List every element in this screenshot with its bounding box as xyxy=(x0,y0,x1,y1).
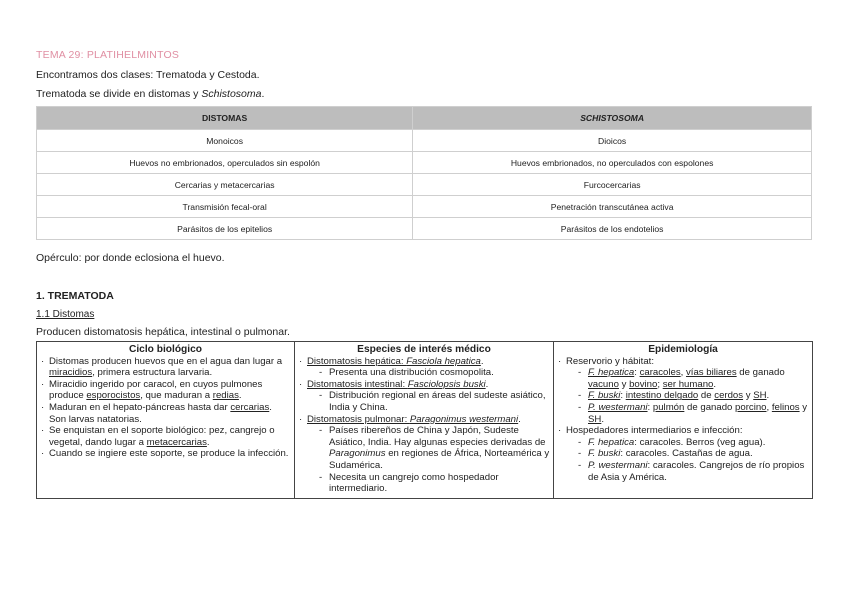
text: Países ribereños de China y Japón, Sudeste Asiático, India. Hay algunas especies derivadas de xyxy=(329,425,546,448)
species-name: Paragonimus westermani xyxy=(409,413,519,425)
list-item xyxy=(40,425,291,448)
table-cell: Transmisión fecal-oral xyxy=(37,196,413,218)
list-item xyxy=(319,367,550,379)
list-item xyxy=(557,425,809,483)
text: : caracoles. Berros (veg agua). xyxy=(634,436,766,448)
species-name: F. hepatica xyxy=(588,367,635,379)
col-title: Epidemiología xyxy=(648,344,718,355)
list-item xyxy=(578,448,809,460)
sub-list xyxy=(307,390,550,413)
list-item xyxy=(298,379,550,414)
term: cerdos xyxy=(714,390,744,402)
text: de xyxy=(698,390,715,402)
intro-line-2-end: . xyxy=(261,88,265,100)
comparison-header-schistosoma: SCHISTOSOMA xyxy=(413,107,812,130)
list-item xyxy=(319,472,550,495)
text: Se enquistan en el soporte biológico: pez, cangrejo o vegetal, dando lugar a xyxy=(49,425,275,448)
table-row xyxy=(37,152,812,174)
col-epidemiologia xyxy=(554,342,813,499)
text: : caracoles. Cangrejos de río propios de Asia y América. xyxy=(588,459,805,483)
text: . xyxy=(480,355,484,367)
sub-list xyxy=(307,425,550,495)
list-item xyxy=(40,448,291,460)
text: . xyxy=(485,378,489,390)
section-heading: 1. TREMATODA xyxy=(36,290,114,302)
comparison-table xyxy=(36,106,812,240)
intro-line-2 xyxy=(36,88,264,100)
page-title: TEMA 29: PLATIHELMINTOS xyxy=(36,49,180,61)
table-row xyxy=(37,196,812,218)
term: cercarias xyxy=(230,401,270,413)
text: : caracoles. Castañas de agua. xyxy=(620,448,753,460)
genus-name: Paragonimus xyxy=(329,448,386,460)
term: Distomatosis hepática: xyxy=(307,355,407,367)
table-row xyxy=(37,218,812,240)
term: porcino xyxy=(735,401,767,413)
operculum-note: Opérculo: por donde eclosiona el huevo. xyxy=(36,252,225,264)
sub-list xyxy=(566,437,809,483)
intro-line-1: Encontramos dos clases: Trematoda y Cestoda. xyxy=(36,69,260,81)
list-item xyxy=(578,367,809,390)
text: Presenta una distribución cosmopolita. xyxy=(329,367,494,379)
species-name: F. buski xyxy=(588,390,621,402)
text: y xyxy=(618,378,630,390)
text: . xyxy=(206,436,210,448)
table-cell: Parásitos de los epitelios xyxy=(37,218,413,240)
text: . Son larvas natatorias. xyxy=(49,401,272,425)
term: intestino delgado xyxy=(625,390,699,402)
table-cell: Furcocercarias xyxy=(413,174,812,196)
text: : xyxy=(620,390,626,402)
text: en regiones de África, Norteamérica y Sudamérica. xyxy=(329,448,550,471)
list-item xyxy=(40,379,291,402)
text: Distomas producen huevos que en el agua dan lugar a xyxy=(49,355,283,367)
text: Necesita un cangrejo como hospedador intermediario. xyxy=(329,471,499,495)
text: de ganado xyxy=(684,401,736,413)
term: redias xyxy=(212,390,239,402)
term: caracoles xyxy=(639,367,681,379)
text: , que maduran a xyxy=(140,390,213,402)
list-item xyxy=(578,390,809,402)
table-row xyxy=(37,174,812,196)
text: Distribución regional en áreas del sudeste asiático, India y China. xyxy=(329,390,546,413)
intro-line-2-text: Trematoda se divide en distomas y xyxy=(36,88,202,100)
details-table xyxy=(36,341,813,499)
text: . xyxy=(601,413,604,425)
list-item xyxy=(557,356,809,426)
list-item xyxy=(298,356,550,379)
term: ser humano xyxy=(662,378,714,390)
text: Reservorio y hábitat: xyxy=(566,355,654,367)
col-title: Ciclo biológico xyxy=(128,344,202,355)
term: esporocistos xyxy=(86,390,141,402)
table-cell: Dioicos xyxy=(413,130,812,152)
col-ciclo-biologico xyxy=(37,342,295,499)
bullet-list xyxy=(298,356,550,495)
term: SH xyxy=(588,413,602,425)
table-cell: Huevos no embrionados, operculados sin espolón xyxy=(37,152,413,174)
text: Miracidio ingerido por caracol, en cuyos pulmones produce xyxy=(49,378,263,402)
term: vacuno xyxy=(588,378,619,390)
text: . xyxy=(238,390,242,402)
text: y xyxy=(799,401,808,413)
term: SH xyxy=(753,390,767,402)
text: , primera estructura larvaria. xyxy=(92,367,213,379)
table-cell: Cercarias y metacercarias xyxy=(37,174,413,196)
list-item xyxy=(578,437,809,449)
text: : xyxy=(634,367,640,379)
comparison-header-row xyxy=(37,107,812,130)
text: y xyxy=(743,390,754,402)
sub-list xyxy=(307,367,550,379)
term: Distomatosis pulmonar: xyxy=(307,413,410,425)
text: , xyxy=(680,367,686,379)
text: , xyxy=(766,401,772,413)
species-name: F. buski xyxy=(588,448,621,460)
table-cell: Parásitos de los endotelios xyxy=(413,218,812,240)
species-name: F. hepatica xyxy=(588,436,635,448)
text: Cuando se ingiere este soporte, se produce la infección. xyxy=(49,448,289,460)
bullet-list xyxy=(557,356,809,484)
text: Maduran en el hepato-páncreas hasta dar xyxy=(49,401,231,413)
species-name: P. westermani xyxy=(588,459,648,471)
term: metacercarias xyxy=(146,436,207,448)
text: . xyxy=(713,378,717,390)
term: Distomatosis intestinal: xyxy=(307,378,408,390)
table-cell: Penetración transcutánea activa xyxy=(413,196,812,218)
table-cell: Huevos embrionados, no operculados con espolones xyxy=(413,152,812,174)
term: vías biliares xyxy=(685,367,737,379)
subsection-heading: 1.1 Distomas xyxy=(36,309,95,320)
term: bovino xyxy=(629,378,658,390)
subsection-intro: Producen distomatosis hepática, intestinal o pulmonar. xyxy=(36,326,290,338)
term: pulmón xyxy=(652,401,685,413)
text: Hospedadores intermediarios e infección: xyxy=(566,425,743,437)
list-item xyxy=(319,425,550,471)
text: ; xyxy=(657,378,663,390)
list-item xyxy=(319,390,550,413)
bullet-list xyxy=(40,356,291,460)
list-item xyxy=(298,414,550,495)
list-item xyxy=(40,402,291,425)
term: felinos xyxy=(771,401,800,413)
species-name: Fasciola hepatica xyxy=(406,355,481,367)
list-item xyxy=(40,356,291,379)
list-item xyxy=(578,402,809,425)
intro-line-2-italic: Schistosoma xyxy=(201,88,262,100)
text: . xyxy=(518,413,521,425)
col-title: Especies de interés médico xyxy=(357,344,491,355)
comparison-header-distomas: DISTOMAS xyxy=(37,107,413,130)
species-name: P. westermani xyxy=(588,401,648,413)
list-item xyxy=(578,460,809,483)
table-row xyxy=(37,130,812,152)
col-especies xyxy=(295,342,554,499)
text: : xyxy=(647,401,653,413)
text: . xyxy=(766,390,770,402)
table-cell: Monoicos xyxy=(37,130,413,152)
details-row xyxy=(37,342,813,499)
text: de ganado xyxy=(736,367,785,379)
species-name: Fasciolopsis buski xyxy=(407,378,486,390)
sub-list xyxy=(566,367,809,425)
term: miracidios xyxy=(49,367,93,379)
